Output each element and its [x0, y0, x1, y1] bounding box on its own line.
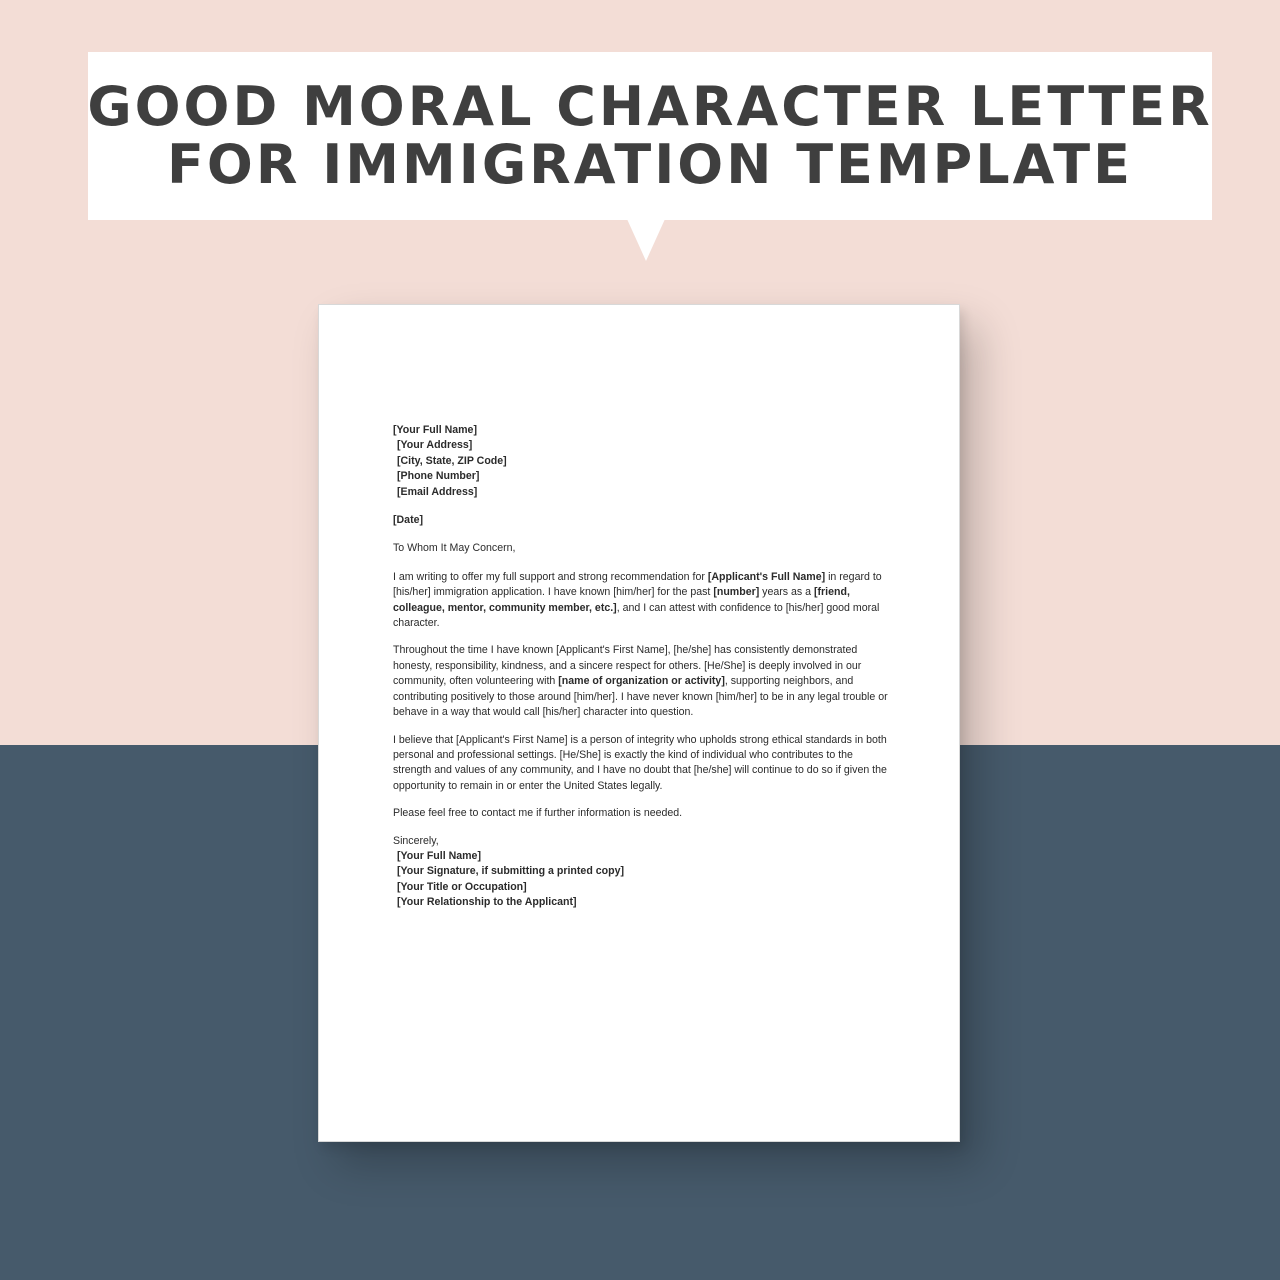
- p1-text-c: in regard to [his/her] immigration application. I have known [him/her] for the past: [393, 570, 882, 599]
- p2-text-c: , supporting neighbors, and contributing positively to those around [him/her]. I have never known [him/her] to be in any legal trouble or behave in a way that would call [his/her] character into question.: [393, 675, 888, 719]
- signature-relationship: [Your Relationship to the Applicant]: [397, 896, 577, 909]
- title-line-2: FOR IMMIGRATION TEMPLATE: [167, 133, 1133, 196]
- p1-text-e: years as a: [759, 586, 814, 599]
- p1-text-a: I am writing to offer my full support and strong recommendation for: [393, 570, 708, 583]
- banner-pointer: [627, 219, 665, 261]
- paragraph-3: I believe that [Applicant's First Name] is a person of integrity who upholds strong ethical standards in both personal and professional settings. [He/She] is exactly the kind of individual who contributes to the strength and values of any community, and I have no doubt that [he/she] will continue to do so if given the opportunity to remain in or enter the United States legally.: [393, 733, 887, 792]
- p2-text-a: Throughout the time I have known [Applicant's First Name], [he/she] has consistently demonstrated honesty, responsibility, kindness, and a sincere respect for others. [He/She] is deeply involved in our community, often volunteering with: [393, 644, 862, 688]
- sender-phone: [Phone Number]: [397, 470, 480, 483]
- sender-city: [City, State, ZIP Code]: [397, 454, 507, 467]
- p1-applicant-name: [Applicant's Full Name]: [707, 570, 826, 583]
- letter-date: [Date]: [393, 514, 424, 527]
- title-banner: [88, 52, 1212, 220]
- p1-number: [number]: [713, 586, 760, 599]
- paragraph-4: Please feel free to contact me if further information is needed.: [393, 807, 683, 820]
- signature-name: [Your Full Name]: [397, 849, 481, 862]
- sender-email: [Email Address]: [397, 485, 478, 498]
- letter-body: [393, 423, 893, 911]
- paragraph-1: [393, 570, 893, 632]
- sender-name: [Your Full Name]: [393, 424, 477, 436]
- sender-address: [Your Address]: [397, 439, 473, 452]
- paragraph-2: [393, 643, 893, 720]
- signature-line: [Your Signature, if submitting a printed copy]: [397, 865, 624, 878]
- title-line-1: GOOD MORAL CHARACTER LETTER: [87, 75, 1213, 138]
- letter-page: [318, 304, 960, 1142]
- p1-text-g: , and I can attest with confidence to [his/her] good moral character.: [393, 601, 880, 630]
- salutation: To Whom It May Concern,: [393, 542, 516, 555]
- signature-title: [Your Title or Occupation]: [397, 880, 527, 893]
- closing: Sincerely,: [393, 834, 439, 847]
- p2-organization: [name of organization or activity]: [558, 675, 725, 688]
- p1-relationship: [friend, colleague, mentor, community member, etc.]: [393, 586, 850, 614]
